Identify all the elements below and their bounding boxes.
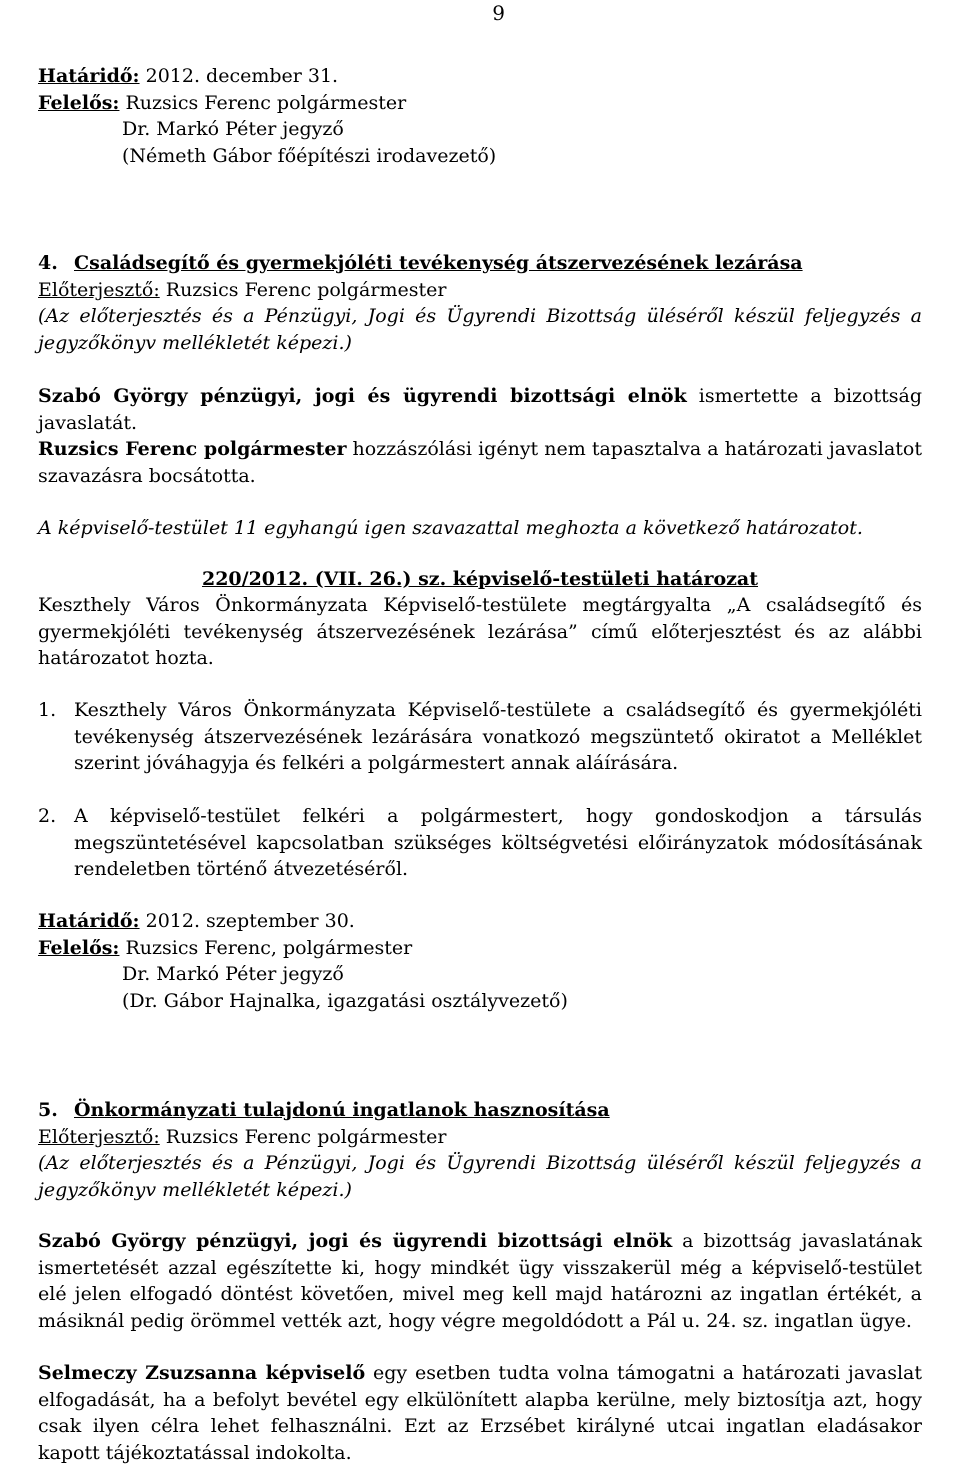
item-4-presenter [38,277,922,304]
responsible-value: Ruzsics Ferenc, polgármester [119,936,413,959]
resolution-point-1 [38,697,922,777]
item-5-number: 5. [38,1099,58,1121]
paragraph-text: a bizottság javaslatának ismertetését azzal egészítette ki, hogy mindkét ügy visszakerül még a képviselő-testület elé jelen elfogadó döntést követően, mivel meg kell majd határozni az ingatlan értékét, a másiknál pedig örömmel vették azt, hogy végre megoldódott a Pál u. 24. sz. ingatlan ügye. [38,1230,923,1332]
item-5-paragraph-2 [38,1360,922,1466]
deadline-block-1 [38,63,922,169]
responsible-line [38,935,922,962]
deadline-line [38,63,922,90]
item-5-paragraph-1 [38,1228,922,1334]
deadline-value: 2012. december 31. [139,65,339,87]
item-4-note: (Az előterjesztés és a Pénzügyi, Jogi és Ügyrendi Bizottság üléséről készül feljegyzés a jegyzőkönyv mellékletét képezi.) [38,305,922,354]
deadline-label: Határidő: [38,910,140,932]
presenter-label: Előterjesztő: [38,1125,160,1148]
presenter-label: Előterjesztő: [38,278,160,301]
point-number: 1. [38,699,57,721]
speaker-name: Ruzsics Ferenc polgármester [38,438,347,460]
responsible-line-2: Dr. Markó Péter jegyző [122,118,344,140]
responsible-label: Felelős: [38,91,120,114]
responsible-line [38,90,922,117]
presenter-value: Ruzsics Ferenc polgármester [159,1125,447,1148]
item-4-vote-statement: A képviselő-testület 11 egyhangú igen szavazattal meghozta a következő határozatot. [38,517,863,539]
item-4-title: Családsegítő és gyermekjóléti tevékenység átszervezésének lezárása [74,252,803,274]
resolution-title: 220/2012. (VII. 26.) sz. képviselő-testületi határozat [201,568,759,590]
deadline-line [38,908,922,935]
item-5-note: (Az előterjesztés és a Pénzügyi, Jogi és Ügyrendi Bizottság üléséről készül feljegyzés a jegyzőkönyv mellékletét képezi.) [38,1152,922,1201]
responsible-value: Ruzsics Ferenc polgármester [119,91,407,114]
speaker-name: Szabó György pénzügyi, jogi és ügyrendi bizottsági elnök [38,1230,673,1252]
item-4-heading [38,250,922,277]
item-4-paragraph-2 [38,436,922,489]
responsible-label: Felelős: [38,936,120,959]
item-4-number: 4. [38,252,58,274]
item-5-title: Önkormányzati tulajdonú ingatlanok hasznosítása [74,1099,610,1121]
deadline-value: 2012. szeptember 30. [139,910,355,932]
speaker-name: Szabó György pénzügyi, jogi és ügyrendi bizottsági elnök [38,385,687,407]
resolution-point-2 [38,803,922,883]
deadline-block-2 [38,908,922,1014]
responsible-line-3: (Németh Gábor főépítészi irodavezető) [122,144,497,167]
responsible-line-2: Dr. Markó Péter jegyző [122,963,344,985]
point-text: A képviselő-testület felkéri a polgármestert, hogy gondoskodjon a társulás megszüntetésével kapcsolatban szükséges költségvetési előirányzatok módosításának rendeletben történő átvezetéséről. [74,805,922,880]
item-5-presenter [38,1124,922,1151]
point-number: 2. [38,805,57,827]
deadline-label: Határidő: [38,65,140,87]
paragraph-text: egy esetben tudta volna támogatni a határozati javaslat elfogadását, ha a befolyt bevétel egy elkülönített alapba kerülne, mely biztosítja azt, hogy csak ilyen célra lehet felhasználni. Ezt az Erzsébet királyné utcai ingatlan eladásakor kapott tájékoztatással indokolta. [38,1362,923,1464]
point-text: Keszthely Város Önkormányzata Képviselő-testülete a családsegítő és gyermekjóléti tevékenység átszervezésének lezárására vonatkozó megszüntető okiratot a Melléklet szerint jóváhagyja és felkéri a polgármestert annak aláírására. [74,699,922,774]
responsible-line-3: (Dr. Gábor Hajnalka, igazgatási osztályvezető) [122,989,568,1012]
speaker-name: Selmeczy Zsuzsanna képviselő [38,1362,366,1384]
item-4-paragraph-1 [38,383,922,436]
presenter-value: Ruzsics Ferenc polgármester [159,278,447,301]
agenda-item-4 [38,250,922,356]
paragraph-text: ismertette a bizottság javaslatát. [38,385,922,434]
paragraph-text: hozzászólási igényt nem tapasztalva a határozati javaslatot szavazásra bocsátotta. [38,438,922,487]
resolution-body: Keszthely Város Önkormányzata Képviselő-testülete megtárgyalta „A családsegítő és gyermekjóléti tevékenység átszervezésének lezárása” című előterjesztést és az alábbi határozatot hozta. [38,594,922,669]
agenda-item-5 [38,1097,922,1203]
item-5-heading [38,1097,922,1124]
page-number: 9 [492,1,505,25]
